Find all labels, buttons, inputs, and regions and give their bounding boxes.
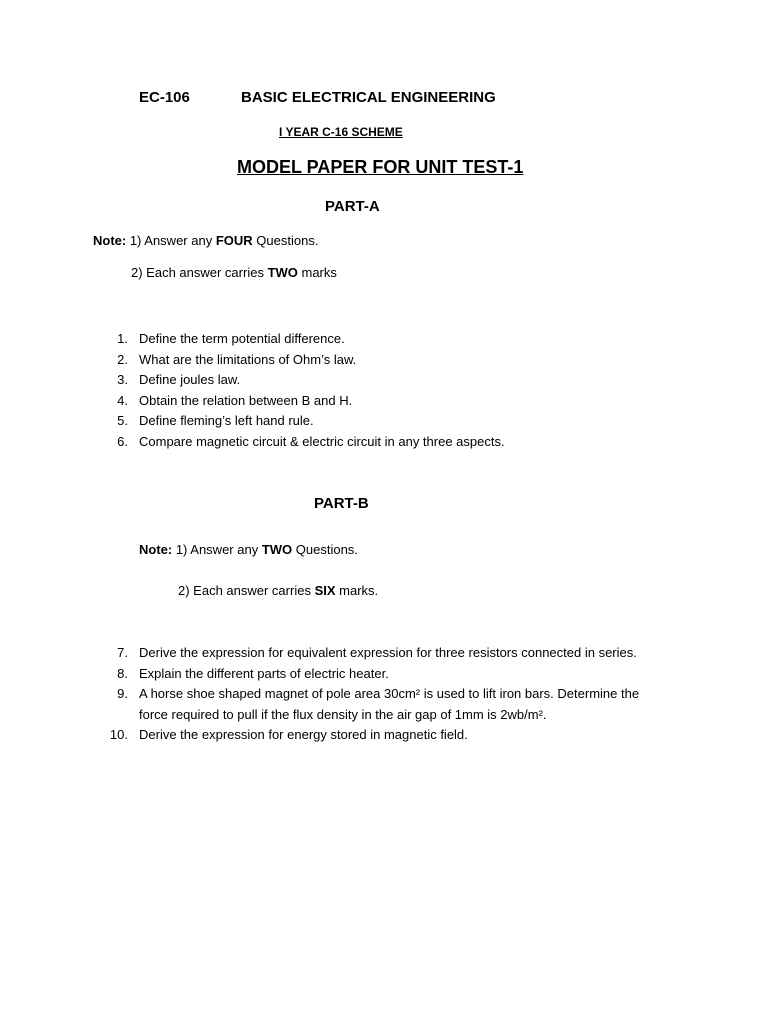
question-number: 5. [117,413,128,428]
question-number: 10. [109,727,128,742]
question-number: 1. [117,331,128,346]
question-text: Explain the different parts of electric heater. [139,665,389,681]
question-number: 7. [117,645,128,660]
question-number: 9. [117,686,128,701]
paper-title: MODEL PAPER FOR UNIT TEST-1 [237,157,524,177]
note-emphasis: TWO [261,542,293,557]
course-name: BASIC ELECTRICAL ENGINEERING [241,89,496,106]
part-a-heading: PART-A [325,198,380,215]
note-emphasis: TWO [267,265,298,280]
note-emphasis: FOUR [215,233,253,248]
question-item [0,391,768,412]
note-emphasis: SIX [314,583,336,598]
note-text: marks [297,265,337,280]
question-item [0,664,768,685]
question-item [0,329,768,350]
question-text: Derive the expression for energy stored in magnetic field. [139,727,468,742]
question-text: Define joules law. [139,372,241,387]
course-code: EC-106 [139,89,190,106]
year-scheme: I YEAR C-16 SCHEME [279,125,403,139]
part-a-note-1 [93,233,318,248]
part-b-question-list [0,643,768,746]
note-text: marks. [335,583,379,598]
note-text: 1) Answer any [126,233,216,248]
question-item [0,411,768,432]
part-b-note-2 [178,583,378,598]
note-text: 1) Answer any [172,542,262,557]
question-number: 6. [117,433,128,449]
part-a-question-list [0,329,768,452]
question-item [0,643,768,664]
question-number: 3. [117,372,128,387]
question-item [0,350,768,371]
part-b-heading: PART-B [314,495,369,512]
question-item [0,684,768,725]
question-item [0,370,768,391]
question-number: 4. [117,392,128,408]
question-text: A horse shoe shaped magnet of pole area 30cm² is used to lift iron bars. Determine the force required to pull if the flux density in the air gap of 1mm is 2wb/m². [139,686,640,722]
question-number: 2. [117,351,128,367]
question-text: What are the limitations of Ohm’s law. [139,351,357,367]
question-text: Derive the expression for equivalent expression for three resistors connected in series. [139,645,637,660]
note-label: Note: [139,542,173,557]
note-text: 2) Each answer carries [178,583,315,598]
note-label: Note: [93,233,127,248]
part-b-note-1 [139,542,358,557]
note-text: Questions. [292,542,358,557]
question-text: Compare magnetic circuit & electric circuit in any three aspects. [139,433,505,449]
question-number: 8. [117,665,128,681]
note-text: Questions. [252,233,319,248]
question-text: Define fleming’s left hand rule. [139,413,314,428]
question-item [0,432,768,453]
question-text: Define the term potential difference. [139,331,345,346]
note-text: 2) Each answer carries [131,265,268,280]
part-a-note-2 [131,265,337,280]
question-text: Obtain the relation between B and H. [139,392,353,408]
question-item [0,725,768,746]
